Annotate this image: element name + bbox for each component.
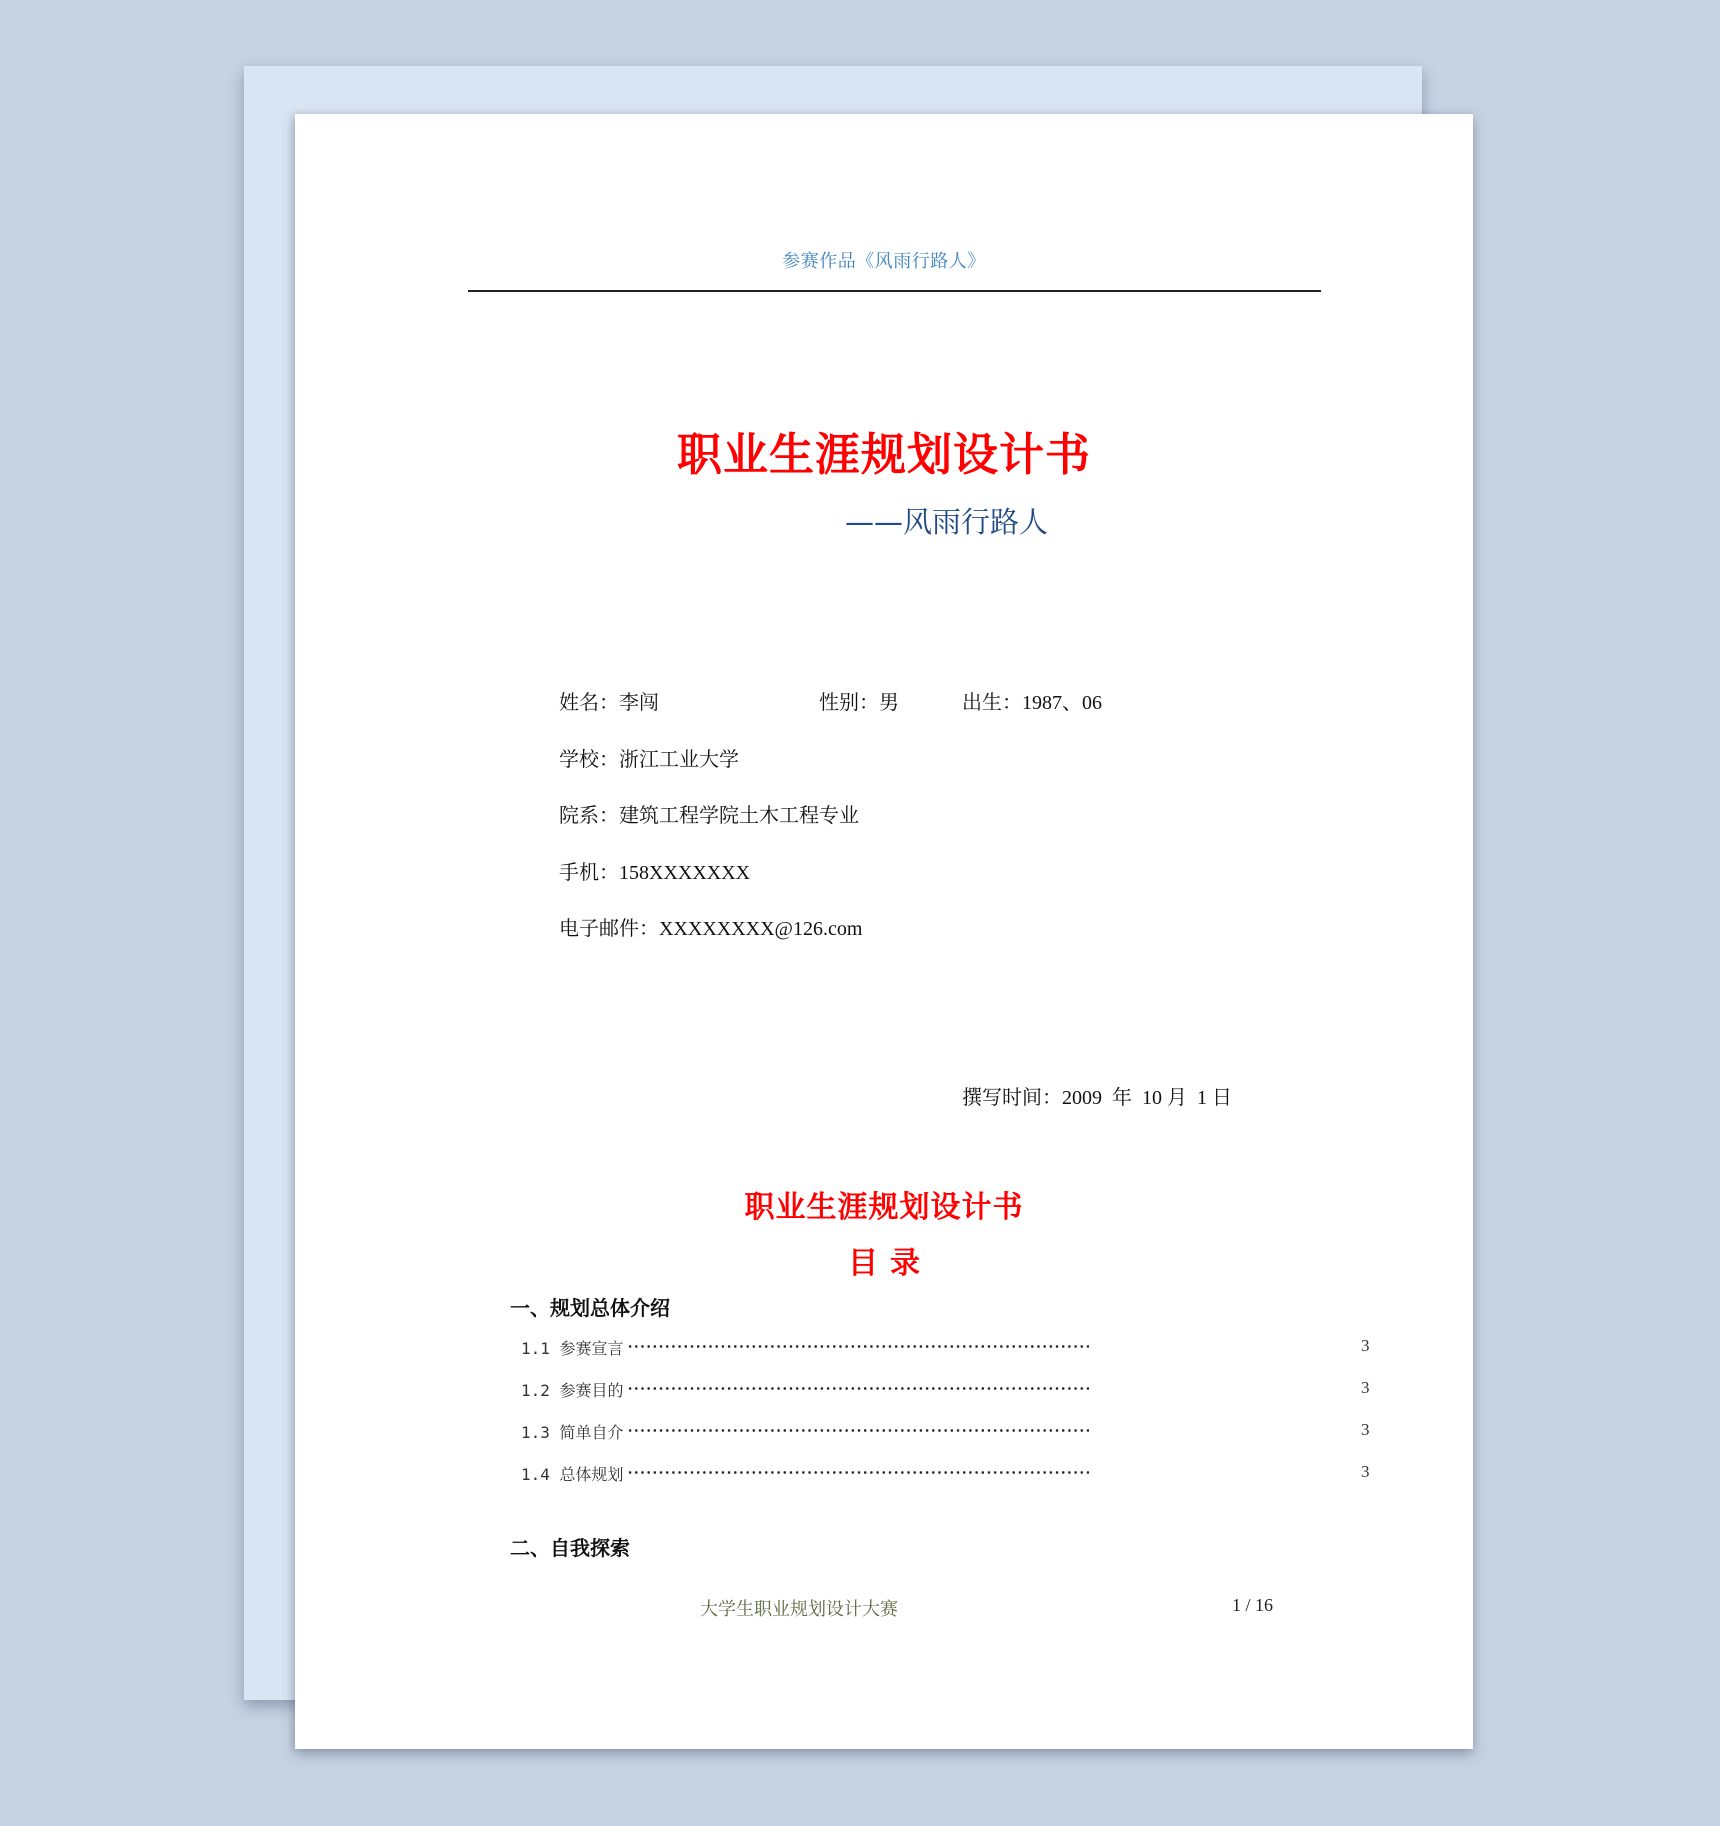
info-phone: 手机：158XXXXXXX [559,862,751,884]
toc-document-title: 职业生涯规划设计书 [744,1190,1024,1225]
cover-subtitle: ——风雨行路人 [845,505,1049,539]
toc-entry[interactable] [521,1378,1441,1402]
info-email: 电子邮件：XXXXXXXX@126.com [559,918,863,940]
toc-leader-dots [627,1429,1089,1432]
toc-heading: 目录 [848,1246,932,1281]
toc-entry-page: 3 [1361,1420,1370,1439]
toc-entry[interactable] [521,1336,1441,1360]
page-footer-text: 大学生职业规划设计大赛 [700,1599,898,1619]
page-number: 1 / 16 [1232,1595,1274,1615]
toc-leader-dots [627,1471,1089,1474]
info-department: 院系：建筑工程学院土木工程专业 [559,805,859,827]
info-school: 学校：浙江工业大学 [559,749,739,771]
toc-section-1[interactable]: 一、规划总体介绍 [510,1296,670,1320]
toc-entry-label: 1.1 参赛宣言 [521,1339,624,1358]
toc-entry[interactable] [521,1462,1441,1486]
document-page [295,114,1473,1749]
toc-entry-page: 3 [1361,1336,1370,1355]
toc-entry-page: 3 [1361,1378,1370,1397]
toc-entry-label: 1.4 总体规划 [521,1465,624,1484]
page-header-text: 参赛作品《风雨行路人》 [782,251,986,271]
writing-date: 撰写时间：2009 年 10 月 1 日 [962,1087,1232,1109]
cover-title: 职业生涯规划设计书 [676,428,1091,481]
toc-leader-dots [627,1387,1089,1390]
toc-entry[interactable] [521,1420,1441,1444]
toc-entry-page: 3 [1361,1462,1370,1481]
info-name: 姓名：李闯 [559,692,659,714]
info-gender: 性别：男 [819,692,899,714]
header-divider [468,290,1321,292]
info-birth: 出生：1987、06 [962,692,1102,714]
toc-entry-label: 1.3 简单自介 [521,1423,624,1442]
toc-entry-label: 1.2 参赛目的 [521,1381,624,1400]
toc-section-2[interactable]: 二、自我探索 [510,1536,630,1560]
toc-leader-dots [627,1345,1089,1348]
